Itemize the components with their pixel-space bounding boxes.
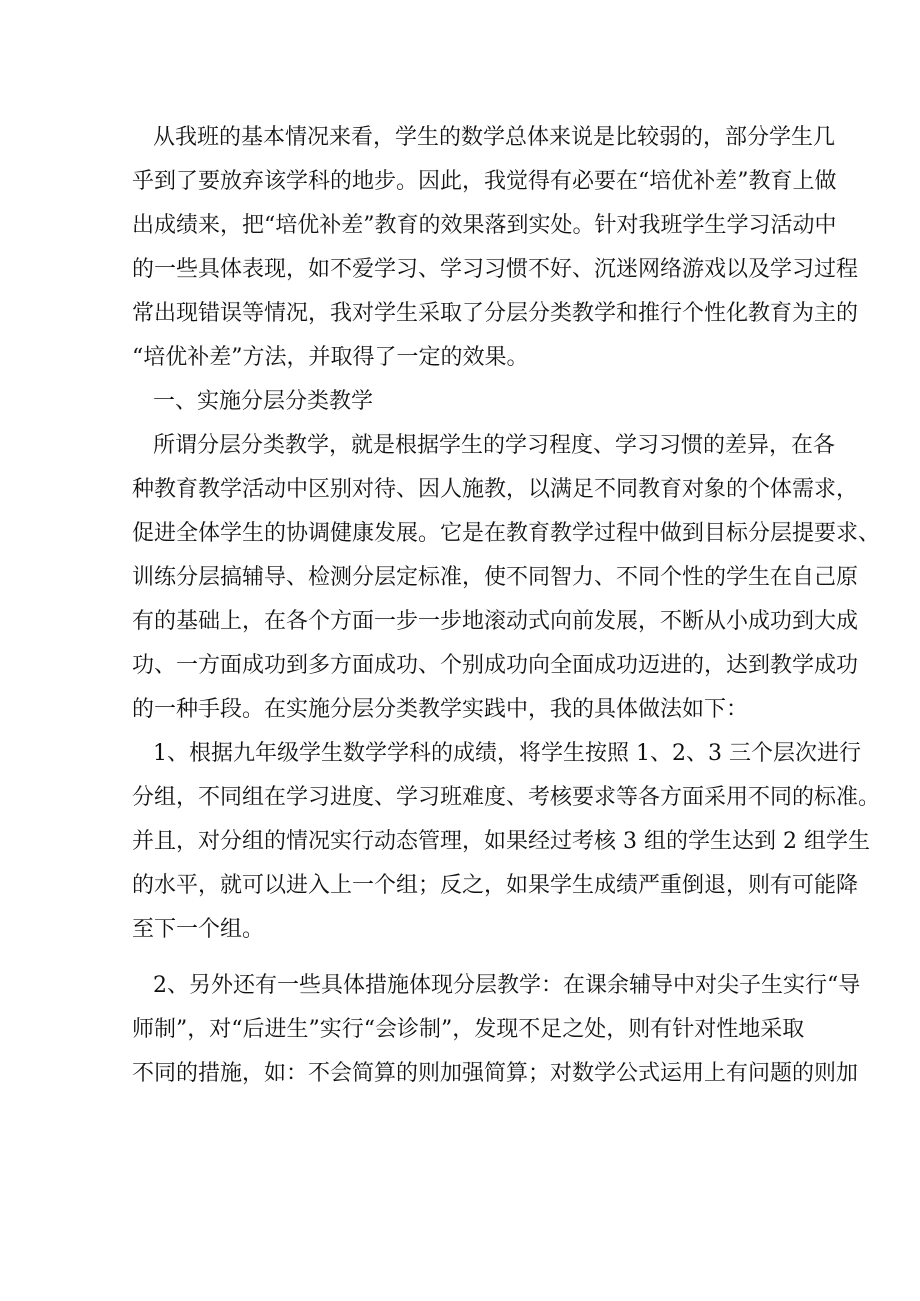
paragraph-1-line-1: 从我班的基本情况来看，学生的数学总体来说是比较弱的，部分学生几 xyxy=(153,125,836,150)
paragraph-2-line-5: 有的基础上，在各个方面一步一步地滚动式向前发展，不断从小成功到大成 xyxy=(132,609,859,634)
paragraph-2-line-4: 训练分层搞辅导、检测分层定标准，使不同智力、不同个性的学生在自己原 xyxy=(132,565,859,590)
section-heading: 一、实施分层分类教学 xyxy=(153,389,374,414)
paragraph-3-line-5: 至下一个组。 xyxy=(132,917,265,942)
paragraph-2-line-2: 种教育教学活动中区别对待、因人施教，以满足不同教育对象的个体需求， xyxy=(132,477,859,502)
paragraph-4-line-1: 2、另外还有一些具体措施体现分层教学：在课余辅导中对尖子生实行“导 xyxy=(153,973,861,998)
paragraph-2-line-1: 所谓分层分类教学，就是根据学生的学习程度、学习习惯的差异，在各 xyxy=(153,433,836,458)
paragraph-1-line-5: 常出现错误等情况，我对学生采取了分层分类教学和推行个性化教育为主的 xyxy=(132,301,859,326)
paragraph-1-line-6: “培优补差”方法，并取得了一定的效果。 xyxy=(132,345,529,370)
paragraph-1-line-4: 的一些具体表现，如不爱学习、学习习惯不好、沉迷网络游戏以及学习过程 xyxy=(132,257,859,282)
paragraph-3-line-1: 1、根据九年级学生数学学科的成绩，将学生按照 1、2、3 三个层次进行 xyxy=(153,741,861,766)
paragraph-2-line-3: 促进全体学生的协调健康发展。它是在教育教学过程中做到目标分层提要求、 xyxy=(132,521,881,546)
paragraph-4-line-2: 师制”，对“后进生”实行“会诊制”，发现不足之处，则有针对性地采取 xyxy=(132,1017,805,1042)
paragraph-1-line-2: 乎到了要放弃该学科的地步。因此，我觉得有必要在“培优补差”教育上做 xyxy=(132,169,837,194)
paragraph-4-line-3: 不同的措施，如：不会简算的则加强简算；对数学公式运用上有问题的则加 xyxy=(132,1061,859,1086)
paragraph-2-line-6: 功、一方面成功到多方面成功、个别成功向全面成功迈进的，达到教学成功 xyxy=(132,653,859,678)
paragraph-3-line-4: 的水平，就可以进入上一个组；反之，如果学生成绩严重倒退，则有可能降 xyxy=(132,873,859,898)
paragraph-3-line-2: 分组，不同组在学习进度、学习班难度、考核要求等各方面采用不同的标准。 xyxy=(132,785,881,810)
paragraph-3-line-3: 并且，对分组的情况实行动态管理，如果经过考核 3 组的学生达到 2 组学生 xyxy=(132,829,870,854)
paragraph-1-line-3: 出成绩来，把“培优补差”教育的效果落到实处。针对我班学生学习活动中 xyxy=(132,213,837,238)
paragraph-2-line-7: 的一种手段。在实施分层分类教学实践中，我的具体做法如下： xyxy=(132,697,749,722)
